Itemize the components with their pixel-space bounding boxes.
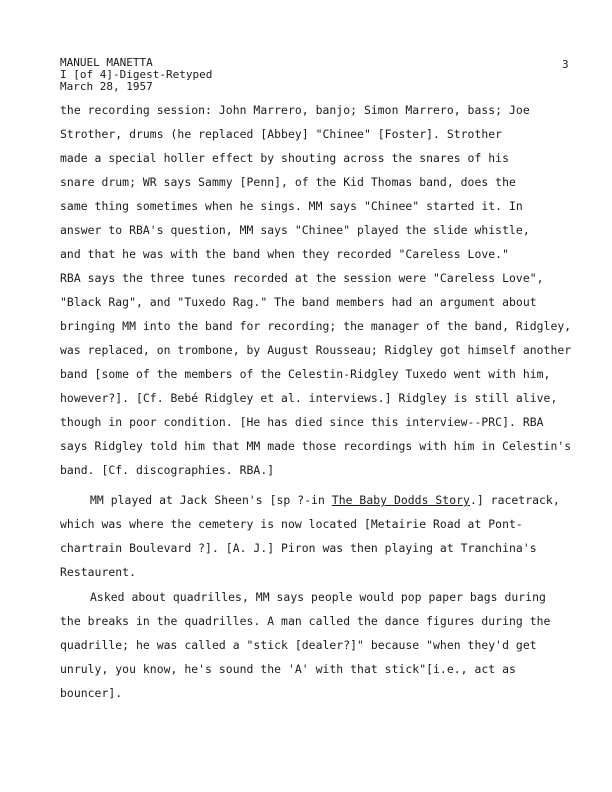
text-line: and that he was with the band when they recorded "Careless Love.": [60, 247, 510, 261]
text-line: [90, 493, 560, 507]
text-line: bouncer].: [60, 686, 123, 700]
text-line: bringing MM into the band for recording; the manager of the band, Ridgley,: [60, 319, 572, 333]
text-line: the recording session: John Marrero, banjo; Simon Marrero, bass; Joe: [60, 103, 530, 117]
interview-date: March 28, 1957: [60, 80, 153, 93]
text-line: "Black Rag", and "Tuxedo Rag." The band members had an argument about: [60, 295, 537, 309]
text-line: Asked about quadrilles, MM says people would pop paper bags during: [90, 590, 546, 604]
text-line: Strother, drums (he replaced [Abbey] "Chinee" [Foster]. Strother: [60, 127, 503, 141]
text-line: says Ridgley told him that MM made those recordings with him in Celestin's: [60, 439, 572, 453]
text-line: though in poor condition. [He has died since this interview--PRC]. RBA: [60, 415, 544, 429]
text-run: MM played at Jack Sheen's [sp ?-in: [90, 493, 332, 507]
text-line: was replaced, on trombone, by August Rousseau; Ridgley got himself another: [60, 343, 572, 357]
text-line: answer to RBA's question, MM says "Chinee" played the slide whistle,: [60, 223, 530, 237]
text-line: the breaks in the quadrilles. A man called the dance figures during the: [60, 614, 551, 628]
text-line: RBA says the three tunes recorded at the session were "Careless Love",: [60, 271, 544, 285]
book-title: The Baby Dodds Story: [331, 493, 470, 507]
text-line: band. [Cf. discographies. RBA.]: [60, 463, 275, 477]
text-line: made a special holler effect by shouting across the snares of his: [60, 151, 510, 165]
interviewee-name: MANUEL MANETTA: [60, 56, 153, 69]
text-run: .] racetrack,: [469, 493, 560, 507]
text-line: which was where the cemetery is now located [Metairie Road at Pont-: [60, 517, 523, 531]
text-line: snare drum; WR says Sammy [Penn], of the Kid Thomas band, does the: [60, 175, 516, 189]
reel-label: I [of 4]-Digest-Retyped: [60, 68, 213, 81]
text-line: chartrain Boulevard ?]. [A. J.] Piron was then playing at Tranchina's: [60, 541, 537, 555]
text-line: unruly, you know, he's sound the 'A' with that stick"[i.e., act as: [60, 662, 516, 676]
text-line: band [some of the members of the Celestin-Ridgley Tuxedo went with him,: [60, 367, 551, 381]
text-line: same thing sometimes when he sings. MM says "Chinee" started it. In: [60, 199, 523, 213]
text-line: Restaurent.: [60, 565, 136, 579]
page-number: 3: [562, 58, 569, 71]
text-line: however?]. [Cf. Bebé Ridgley et al. interviews.] Ridgley is still alive,: [60, 391, 558, 405]
text-line: quadrille; he was called a "stick [dealer?]" because "when they'd get: [60, 638, 537, 652]
